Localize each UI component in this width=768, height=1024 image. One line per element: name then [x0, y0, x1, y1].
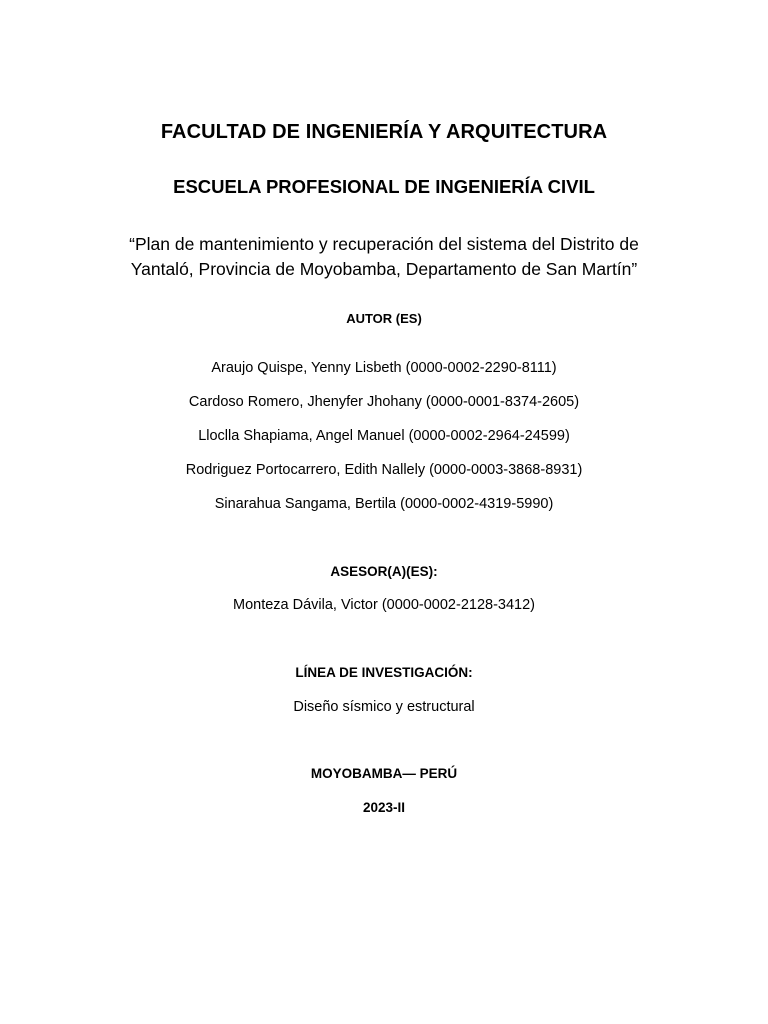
- author-entry: Cardoso Romero, Jhenyfer Jhohany (0000-0001-8374-2605): [188, 394, 580, 410]
- research-line-label: LÍNEA DE INVESTIGACIÓN:: [295, 665, 473, 680]
- author-entry: Sinarahua Sangama, Bertila (0000-0002-4319-5990): [214, 496, 554, 512]
- year-text: 2023-II: [362, 800, 406, 815]
- thesis-title-line: Yantaló, Provincia de Moyobamba, Departamento de San Martín”: [130, 259, 638, 279]
- research-line-value: Diseño sísmico y estructural: [293, 699, 475, 715]
- author-entry: Rodriguez Portocarrero, Edith Nallely (0000-0003-3868-8931): [185, 462, 583, 478]
- place-text: MOYOBAMBA— PERÚ: [310, 766, 458, 781]
- author-entry: Araujo Quispe, Yenny Lisbeth (0000-0002-2290-8111): [211, 360, 557, 376]
- author-entry: Lloclla Shapiama, Angel Manuel (0000-0002-2964-24599): [198, 428, 570, 444]
- faculty-heading: FACULTAD DE INGENIERÍA Y ARQUITECTURA: [160, 121, 608, 143]
- thesis-title-line: “Plan de mantenimiento y recuperación del sistema del Distrito de: [129, 234, 639, 254]
- advisors-label: ASESOR(A)(ES):: [330, 564, 438, 579]
- authors-label: AUTOR (ES): [346, 311, 422, 326]
- school-heading: ESCUELA PROFESIONAL DE INGENIERÍA CIVIL: [173, 176, 595, 197]
- advisor-entry: Monteza Dávila, Victor (0000-0002-2128-3412): [233, 597, 535, 613]
- thesis-title: [0, 232, 768, 282]
